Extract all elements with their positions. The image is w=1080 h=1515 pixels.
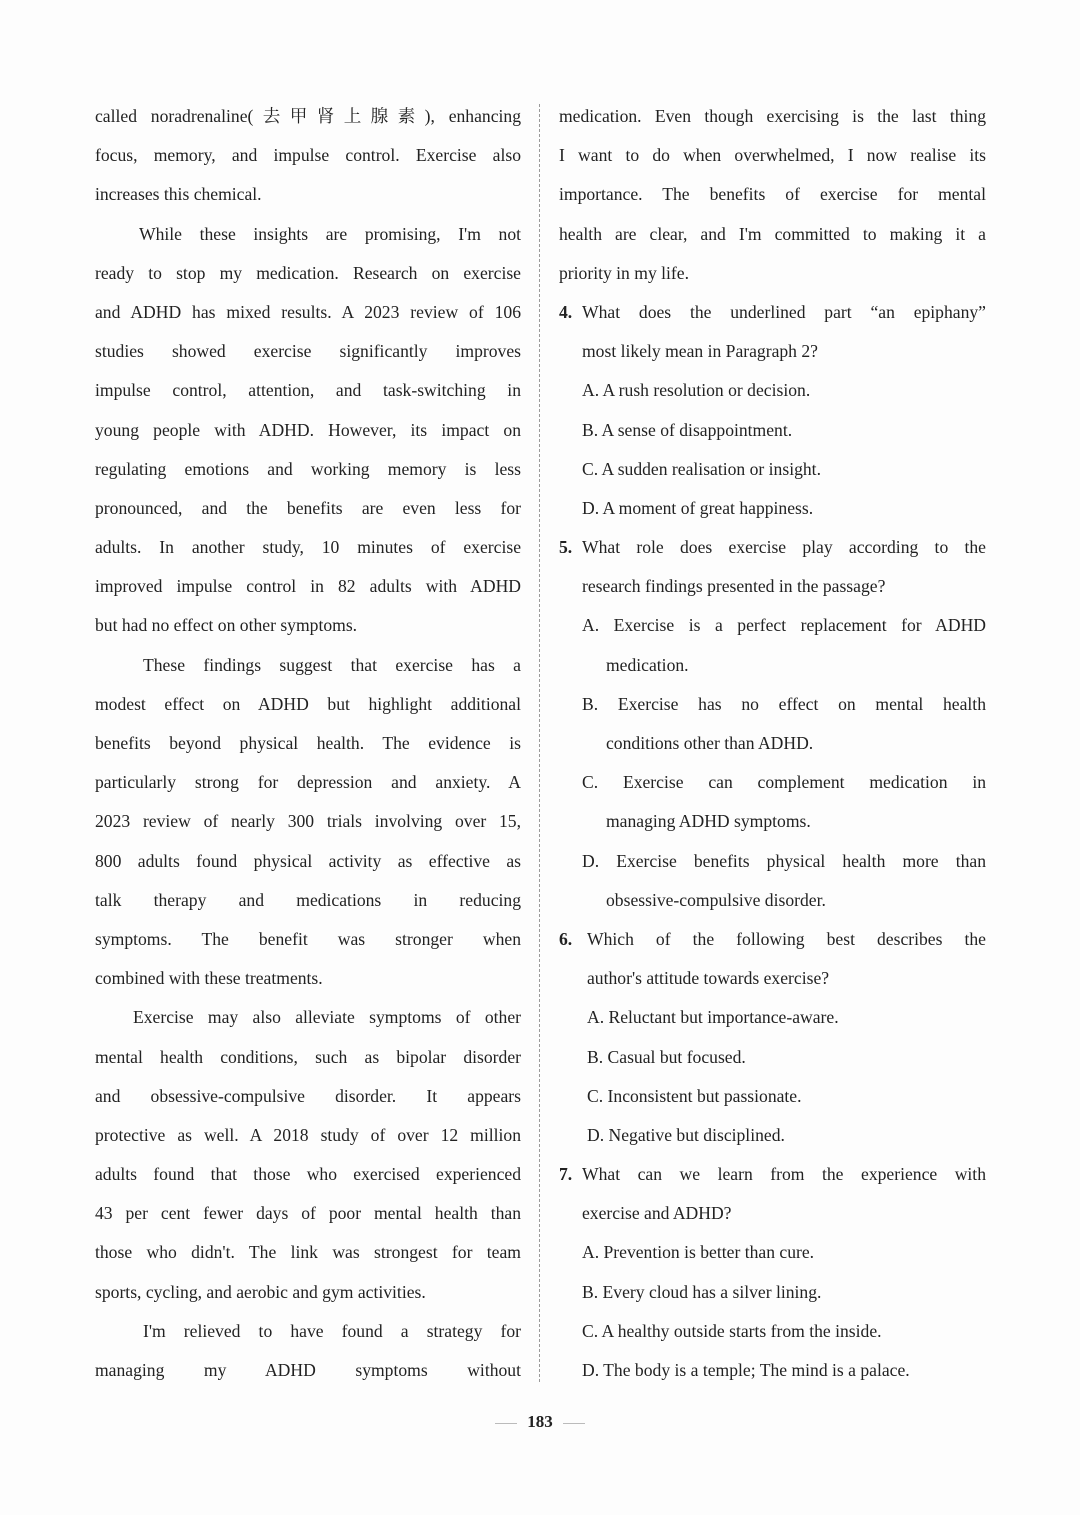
question-6-stem: 6. Which of the following best describes the <box>559 920 986 959</box>
text-line: and obsessive-compulsive disorder. It appears <box>95 1085 521 1106</box>
text-line: Exercise may also alleviate symptoms of other <box>133 1007 521 1028</box>
text-line: I'm relieved to have found a strategy for <box>143 1320 521 1341</box>
question-6-option-a: A. Reluctant but importance-aware. <box>587 1007 839 1028</box>
question-6-option-b: B. Casual but focused. <box>587 1046 746 1067</box>
text-line: pronounced, and the benefits are even less for <box>95 497 521 518</box>
text-line: focus, memory, and impulse control. Exercise also <box>95 145 521 166</box>
text-line: called noradrenaline(去甲肾上腺素), enhancing <box>95 106 521 126</box>
question-5-option-d: D. Exercise benefits physical health more than <box>582 850 986 871</box>
column-divider <box>539 104 540 1382</box>
text-line: These findings suggest that exercise has a <box>143 654 521 675</box>
question-5-option-d-cont: obsessive-compulsive disorder. <box>606 889 826 910</box>
footer-rule-left <box>495 1423 517 1424</box>
text-line: combined with these treatments. <box>95 968 323 989</box>
text-line: young people with ADHD. However, its impact on <box>95 419 521 440</box>
text-line: adults found that those who exercised experienced <box>95 1164 521 1185</box>
question-4-option-a: A. A rush resolution or decision. <box>582 380 811 401</box>
text-line: ready to stop my medication. Research on exercise <box>95 262 521 283</box>
page-number: 183 <box>527 1412 553 1431</box>
question-7-option-a: A. Prevention is better than cure. <box>582 1242 815 1263</box>
question-7-stem: 7. What can we learn from the experience with <box>559 1155 986 1194</box>
page-footer <box>0 1412 1080 1432</box>
text-line: 800 adults found physical activity as effective as <box>95 850 521 871</box>
text-line: regulating emotions and working memory is less <box>95 458 521 479</box>
question-4-option-c: C. A sudden realisation or insight. <box>582 458 821 479</box>
text-line: medication. Even though exercising is the last thing <box>559 106 986 126</box>
text-line: those who didn't. The link was strongest for team <box>95 1242 521 1263</box>
text-line: talk therapy and medications in reducing <box>95 889 521 910</box>
question-7-option-b: B. Every cloud has a silver lining. <box>582 1281 822 1302</box>
text-line: adults. In another study, 10 minutes of exercise <box>95 537 521 558</box>
right-column <box>559 97 986 1390</box>
text-line: mental health conditions, such as bipolar disorder <box>95 1046 521 1067</box>
text-line: but had no effect on other symptoms. <box>95 615 358 636</box>
text-line: While these insights are promising, I'm not <box>139 223 521 244</box>
left-column <box>95 97 521 1390</box>
question-7-option-c: C. A healthy outside starts from the inside. <box>582 1320 882 1341</box>
question-5-stem: 5. What role does exercise play according to the <box>559 528 986 567</box>
question-number: 5. <box>559 537 573 558</box>
text-line: priority in my life. <box>559 262 689 283</box>
text-line: modest effect on ADHD but highlight additional <box>95 693 521 714</box>
question-5-option-b: B. Exercise has no effect on mental health <box>582 693 986 714</box>
question-4-option-b: B. A sense of disappointment. <box>582 419 793 440</box>
question-7-stem-cont: exercise and ADHD? <box>582 1203 732 1224</box>
text-line: impulse control, attention, and task-switching in <box>95 380 521 401</box>
question-5-option-b-cont: conditions other than ADHD. <box>606 733 814 753</box>
question-6-option-d: D. Negative but disciplined. <box>587 1124 785 1145</box>
question-6-option-c: C. Inconsistent but passionate. <box>587 1085 802 1106</box>
question-number: 4. <box>559 301 573 322</box>
text-line: increases this chemical. <box>95 184 262 205</box>
text-line: I want to do when overwhelmed, I now realise its <box>559 145 986 166</box>
question-7-option-d: D. The body is a temple; The mind is a palace. <box>582 1360 910 1380</box>
text-line: improved impulse control in 82 adults with ADHD <box>95 576 521 597</box>
question-5-option-a: A. Exercise is a perfect replacement for ADHD <box>582 615 986 636</box>
question-4-stem-cont: most likely mean in Paragraph 2? <box>582 341 818 362</box>
question-number: 7. <box>559 1164 573 1185</box>
text-line: benefits beyond physical health. The evidence is <box>95 733 521 753</box>
text-line: and ADHD has mixed results. A 2023 review of 106 <box>95 301 521 322</box>
text-line: sports, cycling, and aerobic and gym activities. <box>95 1281 426 1302</box>
text-line: particularly strong for depression and anxiety. A <box>95 772 521 793</box>
text-line: health are clear, and I'm committed to making it a <box>559 223 986 244</box>
question-6-stem-cont: author's attitude towards exercise? <box>587 968 830 989</box>
text-line: 43 per cent fewer days of poor mental health than <box>95 1203 521 1224</box>
question-4-option-d: D. A moment of great happiness. <box>582 497 814 518</box>
question-5-option-c-cont: managing ADHD symptoms. <box>606 811 811 832</box>
question-5-option-c: C. Exercise can complement medication in <box>582 772 986 793</box>
question-number: 6. <box>559 928 573 949</box>
text-line: protective as well. A 2018 study of over 12 million <box>95 1124 521 1145</box>
question-4-stem: 4. What does the underlined part “an epiphany” <box>559 293 986 332</box>
text-line: managing my ADHD symptoms without <box>95 1360 521 1380</box>
text-line: symptoms. The benefit was stronger when <box>95 928 521 949</box>
question-5-stem-cont: research findings presented in the passage? <box>582 576 886 597</box>
question-5-option-a-cont: medication. <box>606 654 689 675</box>
text-line: 2023 review of nearly 300 trials involving over 15, <box>95 811 521 832</box>
text-line: studies showed exercise significantly improves <box>95 341 521 362</box>
text-line: importance. The benefits of exercise for mental <box>559 184 986 205</box>
footer-rule-right <box>563 1423 585 1424</box>
